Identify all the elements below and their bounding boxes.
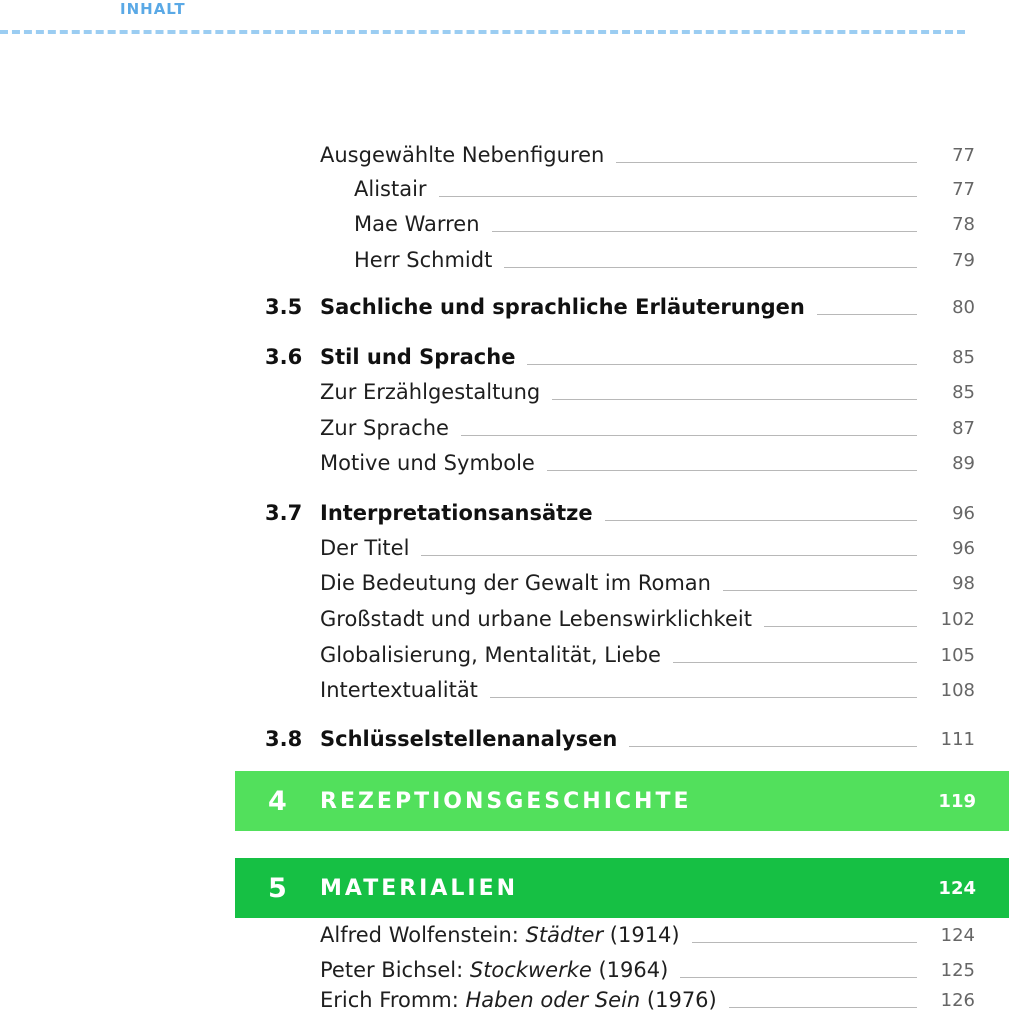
material-work: Städter — [525, 923, 604, 947]
section-title: Schlüsselstellenanalysen — [320, 727, 618, 751]
chapter-title: MATERIALIEN — [320, 875, 519, 901]
chapter-page: 124 — [938, 877, 976, 899]
dot-leader — [492, 231, 917, 232]
chapter-4-banner[interactable] — [235, 771, 1009, 831]
material-author: Peter Bichsel: — [320, 958, 464, 982]
toc-entry-title: Die Bedeutung der Gewalt im Roman — [320, 571, 711, 595]
section-number: 3.6 — [265, 345, 303, 369]
chapter-5-banner[interactable] — [235, 858, 1009, 918]
dot-leader — [439, 196, 917, 197]
section-page: 80 — [952, 296, 975, 318]
toc-entry-title: Ausgewählte Nebenfiguren — [320, 143, 605, 167]
dot-leader — [723, 590, 917, 591]
toc-entry[interactable] — [265, 955, 975, 985]
toc-entry[interactable] — [265, 920, 975, 950]
dot-leader — [764, 626, 917, 627]
chapter-number: 5 — [268, 872, 287, 904]
section-title: Stil und Sprache — [320, 345, 516, 369]
material-author: Alfred Wolfenstein: — [320, 923, 519, 947]
toc-entry[interactable] — [265, 448, 975, 478]
dot-leader — [616, 162, 917, 163]
toc-entry-title: Großstadt und urbane Lebenswirklichkeit — [320, 607, 752, 631]
toc-entry-title: Zur Sprache — [320, 416, 449, 440]
section-page: 111 — [940, 728, 975, 750]
toc-entry-page: 124 — [940, 924, 975, 946]
dot-leader — [527, 364, 917, 365]
toc-entry-page: 89 — [952, 452, 975, 474]
toc-entry[interactable] — [265, 174, 975, 204]
dot-leader — [673, 662, 917, 663]
toc-entry[interactable] — [265, 675, 975, 705]
material-work: Stockwerke — [469, 958, 592, 982]
material-work: Haben oder Sein — [465, 988, 641, 1012]
toc-entry-title: Motive und Symbole — [320, 451, 535, 475]
section-page: 85 — [952, 346, 975, 368]
dot-leader — [817, 314, 917, 315]
toc-entry[interactable] — [265, 533, 975, 563]
dot-leader — [680, 977, 917, 978]
toc-entry-title — [320, 988, 717, 1012]
toc-entry-page: 79 — [952, 249, 975, 271]
toc-entry-page: 85 — [952, 381, 975, 403]
dot-leader — [692, 942, 917, 943]
material-year: (1964) — [598, 958, 669, 982]
toc-entry[interactable] — [265, 640, 975, 670]
dot-leader — [629, 746, 917, 747]
toc-entry[interactable] — [265, 209, 975, 239]
section-number: 3.5 — [265, 295, 303, 319]
toc-entry-title: Zur Erzählgestaltung — [320, 380, 541, 404]
toc-entry-title: Mae Warren — [354, 212, 480, 236]
toc-entry-title: Alistair — [354, 177, 427, 201]
toc-section-3-6[interactable] — [265, 342, 975, 372]
dot-leader — [552, 399, 917, 400]
toc-entry-page: 102 — [940, 608, 975, 630]
toc-entry[interactable] — [265, 245, 975, 275]
dot-leader — [729, 1007, 917, 1008]
toc-section-3-5[interactable] — [265, 292, 975, 322]
toc-entry-page: 87 — [952, 417, 975, 439]
page-header-label: INHALT — [120, 0, 186, 18]
toc-entry-page: 126 — [940, 989, 975, 1011]
material-year: (1976) — [646, 988, 717, 1012]
material-year: (1914) — [609, 923, 680, 947]
toc-section-3-8[interactable] — [265, 724, 975, 754]
toc-entry-page: 77 — [952, 178, 975, 200]
toc-entry-title: Herr Schmidt — [354, 248, 493, 272]
toc-entry[interactable] — [265, 568, 975, 598]
toc-entry[interactable] — [265, 985, 975, 1015]
toc-entry-title — [320, 958, 668, 982]
section-number: 3.8 — [265, 727, 303, 751]
dot-leader — [547, 470, 917, 471]
dot-leader — [504, 267, 917, 268]
header-dashed-rule — [0, 30, 965, 34]
toc-entry-title — [320, 923, 680, 947]
toc-entry[interactable] — [265, 413, 975, 443]
dot-leader — [421, 555, 917, 556]
material-author: Erich Fromm: — [320, 988, 459, 1012]
toc-entry-page: 108 — [940, 679, 975, 701]
dot-leader — [490, 697, 917, 698]
toc-entry-title: Globalisierung, Mentalität, Liebe — [320, 643, 661, 667]
toc-entry-page: 78 — [952, 213, 975, 235]
dot-leader — [461, 435, 917, 436]
toc-entry-page: 77 — [952, 144, 975, 166]
toc-entry-title: Intertextualität — [320, 678, 478, 702]
toc-entry[interactable] — [265, 604, 975, 634]
chapter-number: 4 — [268, 785, 287, 817]
section-page: 96 — [952, 502, 975, 524]
toc-section-3-7[interactable] — [265, 498, 975, 528]
section-title: Interpretationsansätze — [320, 501, 593, 525]
chapter-page: 119 — [938, 790, 976, 812]
chapter-title: REZEPTIONSGESCHICHTE — [320, 788, 692, 814]
section-title: Sachliche und sprachliche Erläuterungen — [320, 295, 805, 319]
toc-entry[interactable] — [265, 377, 975, 407]
toc-entry[interactable] — [265, 140, 975, 170]
toc-entry-title: Der Titel — [320, 536, 410, 560]
toc-entry-page: 125 — [940, 959, 975, 981]
dot-leader — [605, 520, 917, 521]
toc-entry-page: 105 — [940, 644, 975, 666]
toc-entry-page: 96 — [952, 537, 975, 559]
section-number: 3.7 — [265, 501, 303, 525]
toc-entry-page: 98 — [952, 572, 975, 594]
